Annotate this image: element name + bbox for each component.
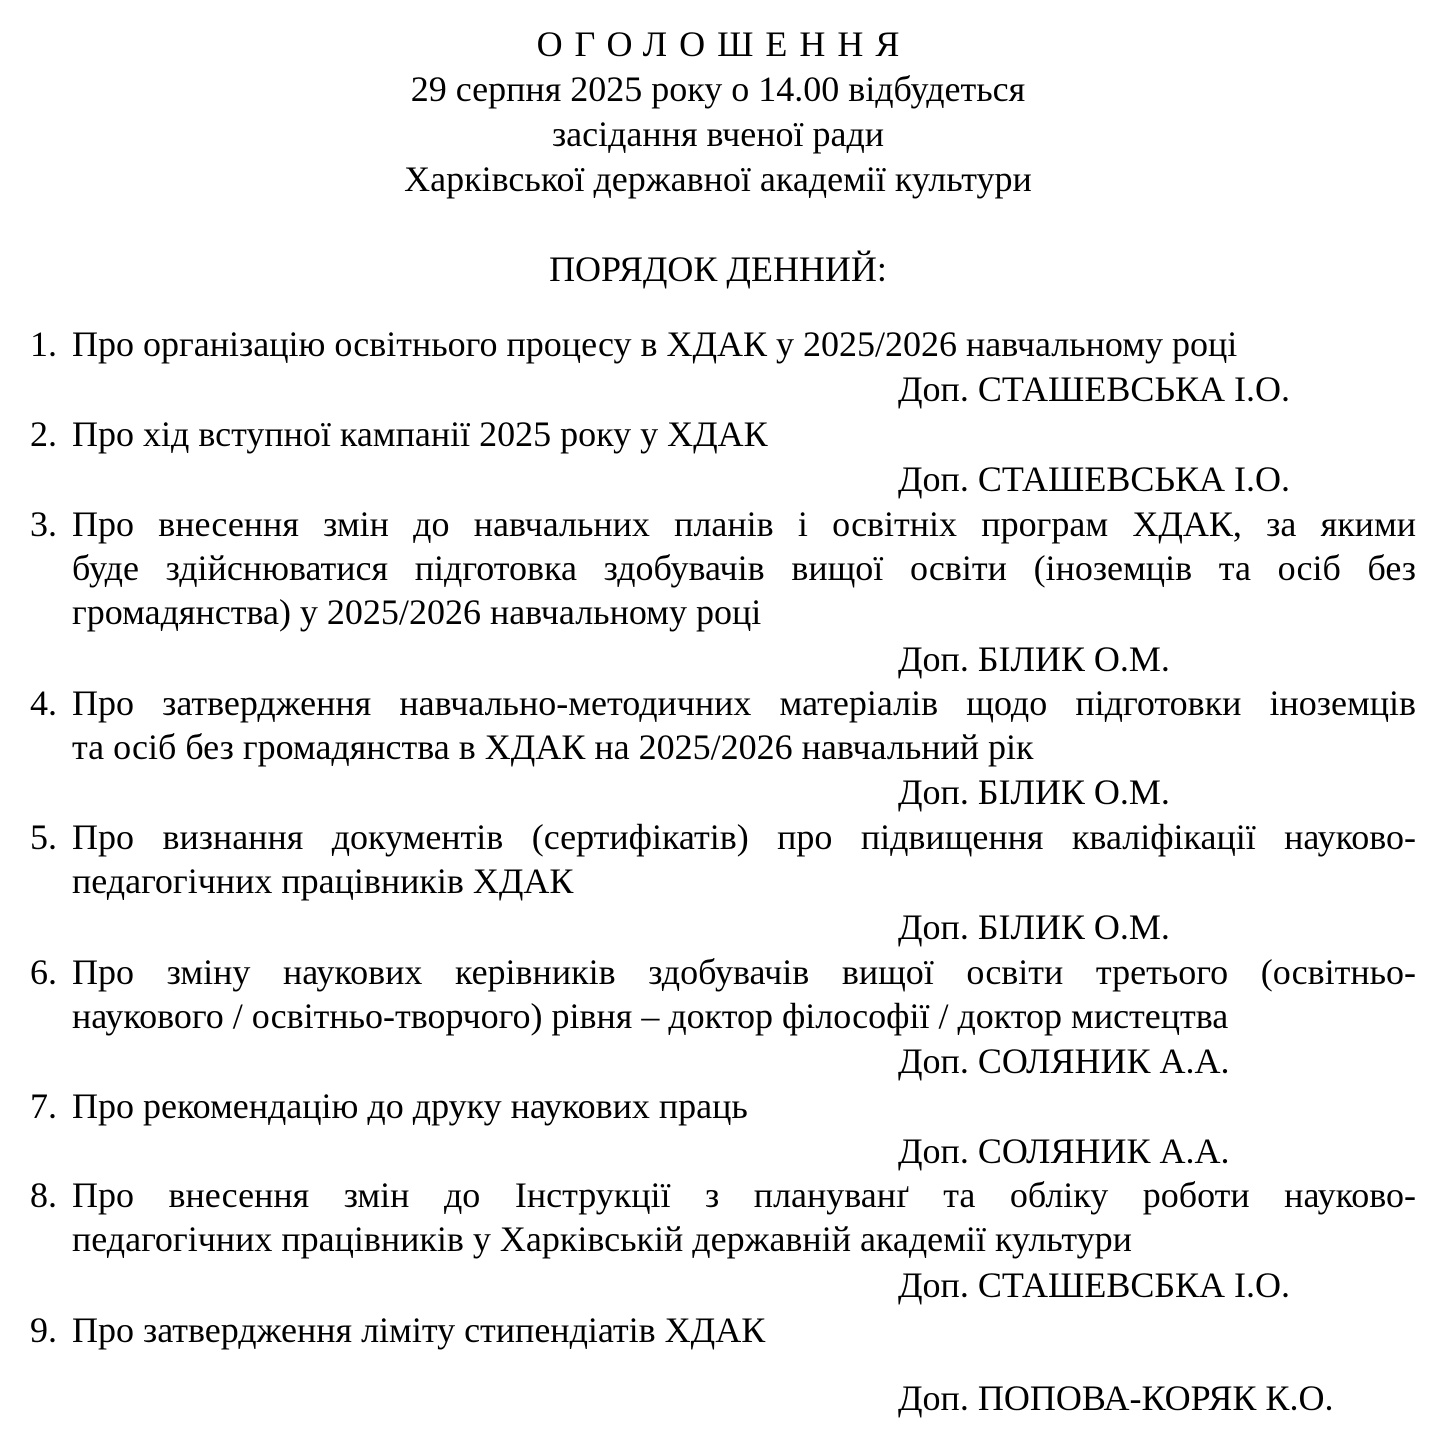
agenda-item-number: 7. <box>30 1086 57 1126</box>
agenda-item-line: Про хід вступної кампанії 2025 року у ХДАК <box>72 414 768 454</box>
agenda-item-line: наукового / освітньо-творчого) рівня – доктор філософії / доктор мистецтва <box>72 996 1229 1036</box>
agenda-item-line: громадянства) у 2025/2026 навчальному році <box>72 592 762 632</box>
agenda-item-line: педагогічних працівників у Харківській державній академії культури <box>72 1219 1132 1259</box>
agenda-heading: ПОРЯДОК ДЕННИЙ: <box>549 249 887 289</box>
agenda-item-speaker: Доп. БІЛИК О.М. <box>898 907 1170 947</box>
agenda-item-line: Про затвердження навчально-методичних матеріалів щодо підготовки іноземців <box>72 683 1416 723</box>
agenda-item-line: буде здійснюватися підготовка здобувачів вищої освіти (іноземців та осіб без <box>72 548 1416 588</box>
agenda-item-text <box>72 412 1416 456</box>
agenda-item-line: Про внесення змін до Інструкції з плануванґ та обліку роботи науково- <box>72 1175 1416 1215</box>
agenda-item-text <box>72 681 1416 769</box>
agenda-item-text <box>72 950 1416 1038</box>
agenda-item-line: педагогічних працівників ХДАК <box>72 861 574 901</box>
agenda-item-speaker: Доп. СТАШЕВСБКА І.О. <box>898 1265 1291 1305</box>
agenda-item-text <box>72 1084 1416 1128</box>
agenda-item-speaker: Доп. БІЛИК О.М. <box>898 639 1170 679</box>
agenda-item-text <box>72 1308 1416 1352</box>
agenda-item-line: Про рекомендацію до друку наукових праць <box>72 1086 748 1126</box>
agenda-item-line: та осіб без громадянства в ХДАК на 2025/2026 навчальний рік <box>72 727 1034 767</box>
agenda-item-number: 4. <box>30 683 57 723</box>
agenda-item-line: Про визнання документів (сертифікатів) про підвищення кваліфікації науково- <box>72 817 1416 857</box>
agenda-item-number: 1. <box>30 324 57 364</box>
agenda-item-number: 9. <box>30 1310 57 1350</box>
agenda-item-text <box>72 815 1416 903</box>
agenda-item-speaker: Доп. СОЛЯНИК А.А. <box>898 1041 1230 1081</box>
meeting-date-line: 29 серпня 2025 року о 14.00 відбудеться <box>410 69 1026 109</box>
agenda-item-speaker: Доп. ПОПОВА-КОРЯК К.О. <box>898 1378 1334 1418</box>
agenda-item-line: Про внесення змін до навчальних планів і освітніх програм ХДАК, за якими <box>72 504 1416 544</box>
agenda-item-speaker: Доп. СТАШЕВСЬКА І.О. <box>898 369 1291 409</box>
agenda-item-number: 8. <box>30 1175 57 1215</box>
agenda-item-number: 3. <box>30 504 57 544</box>
agenda-item-text <box>72 502 1416 634</box>
organization-line: Харківської державної академії культури <box>404 159 1032 199</box>
agenda-item-line: Про затвердження ліміту стипендіатів ХДАК <box>72 1310 766 1350</box>
agenda-item-number: 5. <box>30 817 57 857</box>
agenda-item-speaker: Доп. СТАШЕВСЬКА І.О. <box>898 459 1291 499</box>
agenda-item-text <box>72 322 1416 366</box>
announcement-title: ОГОЛОШЕННЯ <box>536 24 912 64</box>
agenda-item-text <box>72 1173 1416 1261</box>
agenda-item-line: Про організацію освітнього процесу в ХДАК у 2025/2026 навчальному році <box>72 324 1238 364</box>
agenda-item-speaker: Доп. БІЛИК О.М. <box>898 772 1170 812</box>
meeting-name-line: засідання вченої ради <box>551 114 885 154</box>
agenda-item-line: Про зміну наукових керівників здобувачів вищої освіти третього (освітньо- <box>72 952 1416 992</box>
agenda-item-number: 2. <box>30 414 57 454</box>
agenda-item-number: 6. <box>30 952 57 992</box>
agenda-item-speaker: Доп. СОЛЯНИК А.А. <box>898 1131 1230 1171</box>
